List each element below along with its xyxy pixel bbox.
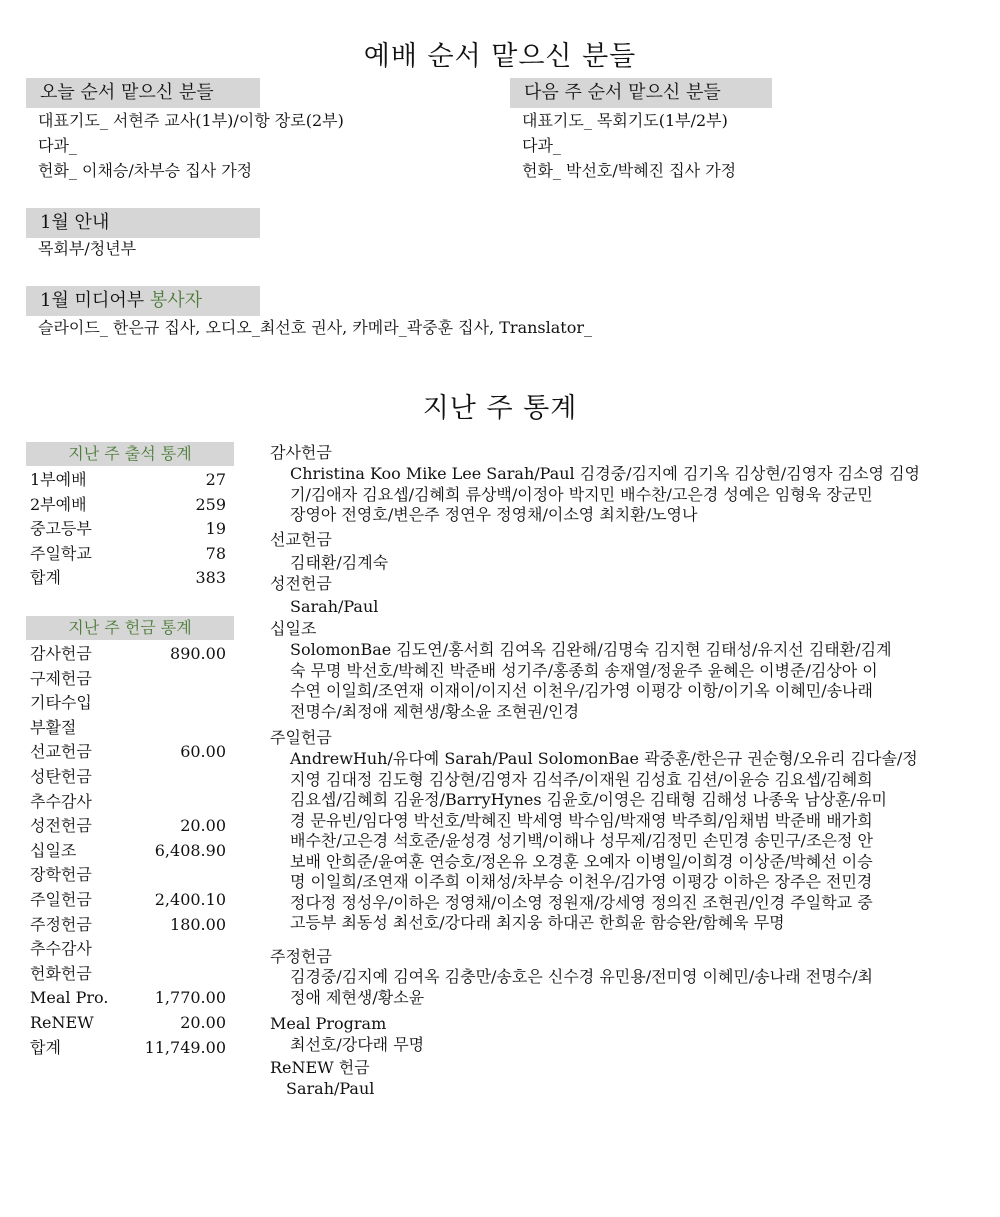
offering-row [30,936,226,961]
offering-row [30,739,226,764]
today-line: 다과_ [38,136,77,155]
attendance-label: 2부예배 [30,494,87,514]
giver-line: AndrewHuh/유다예 Sarah/Paul SolomonBae 곽중훈/한은규 권순형/오유리 김다솔/정 [290,749,918,768]
offering-label: 성전헌금 [30,816,92,836]
offering-label: 주일헌금 [30,890,92,909]
offering-row [30,1010,226,1035]
page-title: 예배 순서 맡으신 분들 [363,41,637,72]
offering-value: 11,749.00 [144,1037,226,1057]
offering-row [30,690,226,715]
offering-row [30,985,226,1010]
offering-label: 성탄헌금 [30,767,92,786]
offering-row [30,862,226,887]
today-line: 헌화_ 이채승/차부승 집사 가정 [38,161,253,180]
offering-label: 감사헌금 [30,644,92,663]
offering-row [30,813,226,838]
offering-label: 장학헌금 [30,865,92,885]
giver-line: 보배 안희준/윤여훈 연승호/정온유 오경훈 오예자 이병일/이희경 이상준/박혜선 이승 [290,851,873,871]
giver-line: Sarah/Paul [286,1079,375,1098]
offering-row [30,666,226,691]
january-notice-header: 1월 안내 [26,208,260,238]
next-week-line: 대표기도_ 목회기도(1부/2부) [522,111,728,130]
offering-row [30,887,226,912]
next-week-line: 다과_ [522,136,561,155]
offering-label: 주정헌금 [30,914,92,934]
offering-header: 지난 주 헌금 통계 [26,616,234,640]
attendance-label: 주일학교 [30,543,92,563]
attendance-value: 27 [205,470,226,489]
attendance-row [30,541,226,566]
giver-category: 주정헌금 [270,947,332,966]
offering-value: 2,400.10 [154,890,226,909]
giver-names [286,1079,966,1100]
offering-label: ReNEW [30,1013,94,1032]
giver-line: 김태환/김계숙 [290,553,389,572]
offering-row [30,961,226,986]
giver-names [290,553,970,574]
attendance-header: 지난 주 출석 통계 [26,442,234,466]
giver-category: 성전헌금 [270,574,332,593]
media-line: 슬라이드_ 한은규 집사, 오디오_최선호 권사, 카메라_곽중훈 집사, Translator_ [38,318,593,337]
giver-line: 배수찬/고은경 석호준/윤성경 성기백/이해나 성무제/김정민 손민경 송민구/조은정 안 [290,831,873,850]
giver-names [290,464,970,526]
offering-value: 890.00 [170,644,226,663]
media-header-accent: 봉사자 [149,290,203,311]
giver-category: 감사헌금 [270,443,332,462]
giver-line: 수연 이일희/조연재 이재이/이지선 이천우/김가영 이평강 이항/이기옥 이혜민/송나래 [290,681,873,700]
attendance-row [30,492,226,517]
offering-label: 추수감사 [30,939,92,959]
offering-value: 6,408.90 [154,840,226,860]
january-notice-line: 목회부/청년부 [38,239,137,258]
giver-line: 숙 무명 박선호/박혜진 박준배 성기주/홍종희 송재열/정윤주 윤혜은 이병준/김상아 이 [290,660,878,680]
giver-names [290,640,970,722]
offering-value: 20.00 [180,816,226,836]
attendance-label: 중고등부 [30,519,92,539]
media-header [26,286,260,316]
offering-row [30,715,226,740]
attendance-label: 합계 [30,568,61,588]
offering-label: 합계 [30,1037,61,1057]
attendance-row [30,565,226,590]
attendance-row [30,467,226,492]
attendance-value: 259 [195,494,226,514]
giver-category: 주일헌금 [270,728,332,747]
offering-label: 선교헌금 [30,742,92,762]
giver-line: 고등부 최동성 최선호/강다래 최지웅 하대곤 한희윤 함승완/함혜욱 무명 [290,913,785,932]
offering-row [30,1035,226,1060]
offering-value: 180.00 [170,914,226,934]
offering-label: 부활절 [30,717,77,737]
offering-value: 60.00 [180,742,226,762]
offering-label: 추수감사 [30,791,92,811]
giver-line: 정애 제현생/황소윤 [290,987,425,1007]
giver-names [290,1035,970,1056]
offering-row [30,764,226,789]
next-week-line: 헌화_ 박선호/박혜진 집사 가정 [522,161,737,180]
offering-row [30,912,226,937]
stats-title: 지난 주 통계 [422,393,578,424]
giver-line: 기/김애자 김요셉/김혜희 류상백/이정아 박지민 배수찬/고은경 성예은 임형욱 장군민 [290,484,873,504]
giver-line: 장영아 전영호/변은주 정연우 정영채/이소영 최치환/노영나 [290,505,698,524]
giver-line: 경 문유빈/임다영 박선호/박혜진 박세영 박수임/박재영 박주희/임채범 박준배 배가희 [290,810,873,830]
giver-line: Sarah/Paul [290,597,379,616]
giver-line: 정다정 정성우/이하은 정영채/이소영 정원재/강세영 정의진 조현권/인경 주일학교 중 [290,892,873,912]
attendance-label: 1부예배 [30,470,87,489]
giver-line: 김요셉/김혜희 김윤정/BarryHynes 김윤호/이영은 김태형 김해성 나종욱 남상훈/유미 [290,790,887,809]
offering-label: 구제헌금 [30,668,92,688]
attendance-value: 19 [205,519,226,539]
giver-line: 전명수/최정애 제현생/황소윤 조현권/인경 [290,701,580,721]
giver-line: 김경중/김지예 김여옥 김충만/송호은 신수경 유민용/전미영 이혜민/송나래 전명수/최 [290,967,873,986]
today-line: 대표기도_ 서현주 교사(1부)/이항 장로(2부) [38,111,344,130]
giver-line: SolomonBae 김도연/홍서희 김여옥 김완해/김명숙 김지현 김태성/유지선 김태환/김계 [290,640,892,659]
next-week-header: 다음 주 순서 맡으신 분들 [510,78,772,108]
giver-names [290,967,970,1008]
giver-names [290,597,970,618]
attendance-value: 383 [195,568,226,588]
giver-category: 십일조 [270,619,317,638]
offering-row [30,789,226,814]
attendance-row [30,516,226,541]
giver-line: 최선호/강다래 무명 [290,1035,425,1054]
giver-category: 선교헌금 [270,530,332,549]
giver-line: Christina Koo Mike Lee Sarah/Paul 김경중/김지예 김기옥 김상현/김영자 김소영 김영 [290,464,920,483]
giver-names [290,749,970,934]
offering-label: Meal Pro. [30,988,109,1008]
offering-label: 십일조 [30,840,77,860]
attendance-value: 78 [205,543,226,563]
offering-row [30,641,226,666]
offering-value: 20.00 [180,1013,226,1032]
giver-category: Meal Program [270,1014,387,1033]
media-header-main: 1월 미디어부 [40,290,145,311]
offering-label: 헌화헌금 [30,963,92,983]
today-header: 오늘 순서 맡으신 분들 [26,78,260,108]
giver-line: 명 이일희/조연재 이주희 이채성/차부승 이천우/김가영 이평강 이하은 장주은 전민경 [290,872,873,891]
offering-value: 1,770.00 [154,988,226,1008]
offering-row [30,838,226,863]
offering-label: 기타수입 [30,693,92,713]
giver-category: ReNEW 헌금 [270,1058,370,1077]
giver-line: 지영 김대정 김도형 김상현/김영자 김석주/이재원 김성효 김션/이윤승 김요셉/김혜희 [290,769,873,789]
